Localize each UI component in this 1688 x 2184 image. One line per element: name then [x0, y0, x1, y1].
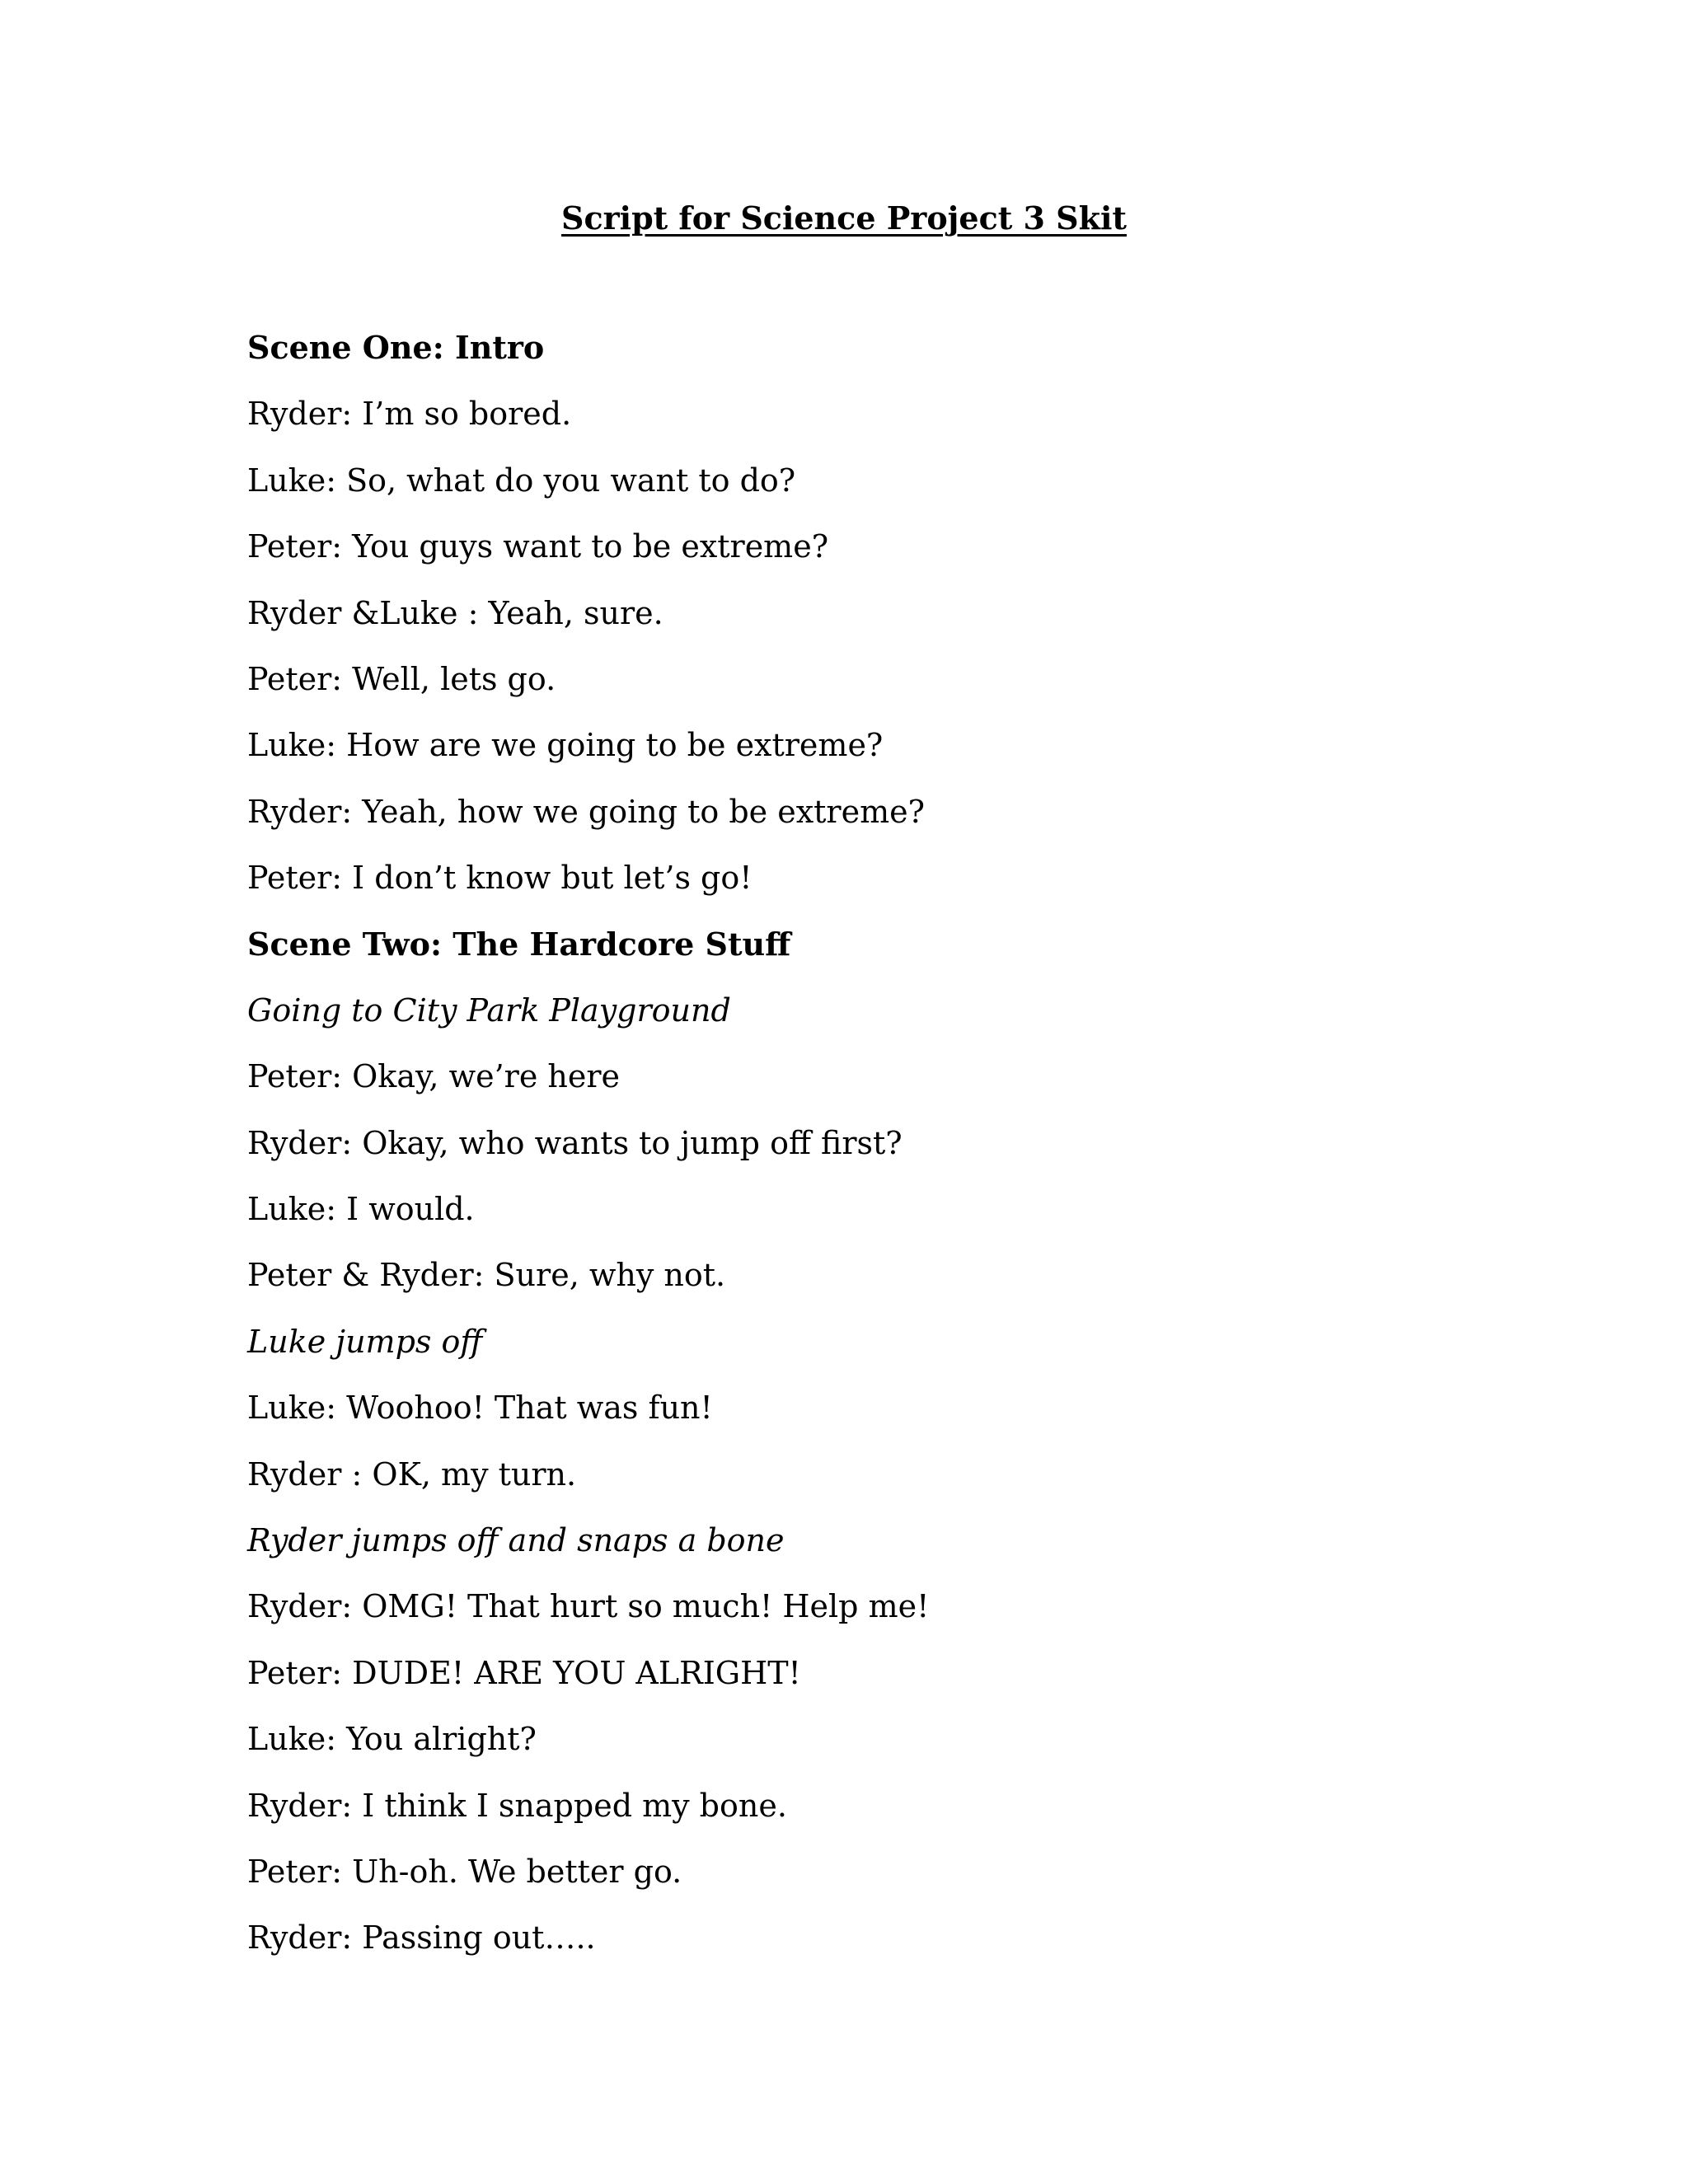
scene-two-heading: Scene Two: The Hardcore Stuff: [247, 925, 791, 963]
script-body: [247, 326, 1484, 1982]
dialogue-line: Ryder &Luke : Yeah, sure.: [247, 594, 663, 631]
dialogue-line: Peter: Well, lets go.: [247, 660, 556, 697]
dialogue-line: Ryder: Okay, who wants to jump off first?: [247, 1124, 903, 1161]
dialogue-line: Peter: Okay, we’re here: [247, 1058, 621, 1095]
stage-direction: Going to City Park Playground: [247, 991, 731, 1029]
dialogue-line: Ryder: Yeah, how we going to be extreme?: [247, 793, 925, 830]
dialogue-line: Ryder: I think I snapped my bone.: [247, 1787, 787, 1824]
dialogue-line: Luke: Woohoo! That was fun!: [247, 1390, 713, 1427]
dialogue-line: Peter: You guys want to be extreme?: [247, 528, 829, 565]
dialogue-line: Peter: Uh-oh. We better go.: [247, 1853, 682, 1890]
dialogue-line: Ryder: Passing out…..: [247, 1919, 596, 1957]
dialogue-line: Luke: How are we going to be extreme?: [247, 727, 884, 764]
dialogue-line: Luke: You alright?: [247, 1721, 537, 1758]
dialogue-line: Luke: I would.: [247, 1191, 475, 1228]
dialogue-line: Peter: DUDE! ARE YOU ALRIGHT!: [247, 1654, 801, 1691]
scene-one-heading: Scene One: Intro: [247, 329, 545, 366]
dialogue-line: Peter & Ryder: Sure, why not.: [247, 1257, 726, 1294]
dialogue-line: Ryder : OK, my turn.: [247, 1455, 577, 1493]
stage-direction: Luke jumps off: [247, 1323, 483, 1360]
dialogue-line: Ryder: I’m so bored.: [247, 396, 572, 433]
stage-direction: Ryder jumps off and snaps a bone: [247, 1522, 785, 1559]
document-title: Script for Science Project 3 Skit: [561, 199, 1127, 237]
dialogue-line: Luke: So, what do you want to do?: [247, 462, 796, 499]
dialogue-line: Ryder: OMG! That hurt so much! Help me!: [247, 1588, 930, 1625]
dialogue-line: Peter: I don’t know but let’s go!: [247, 860, 753, 897]
